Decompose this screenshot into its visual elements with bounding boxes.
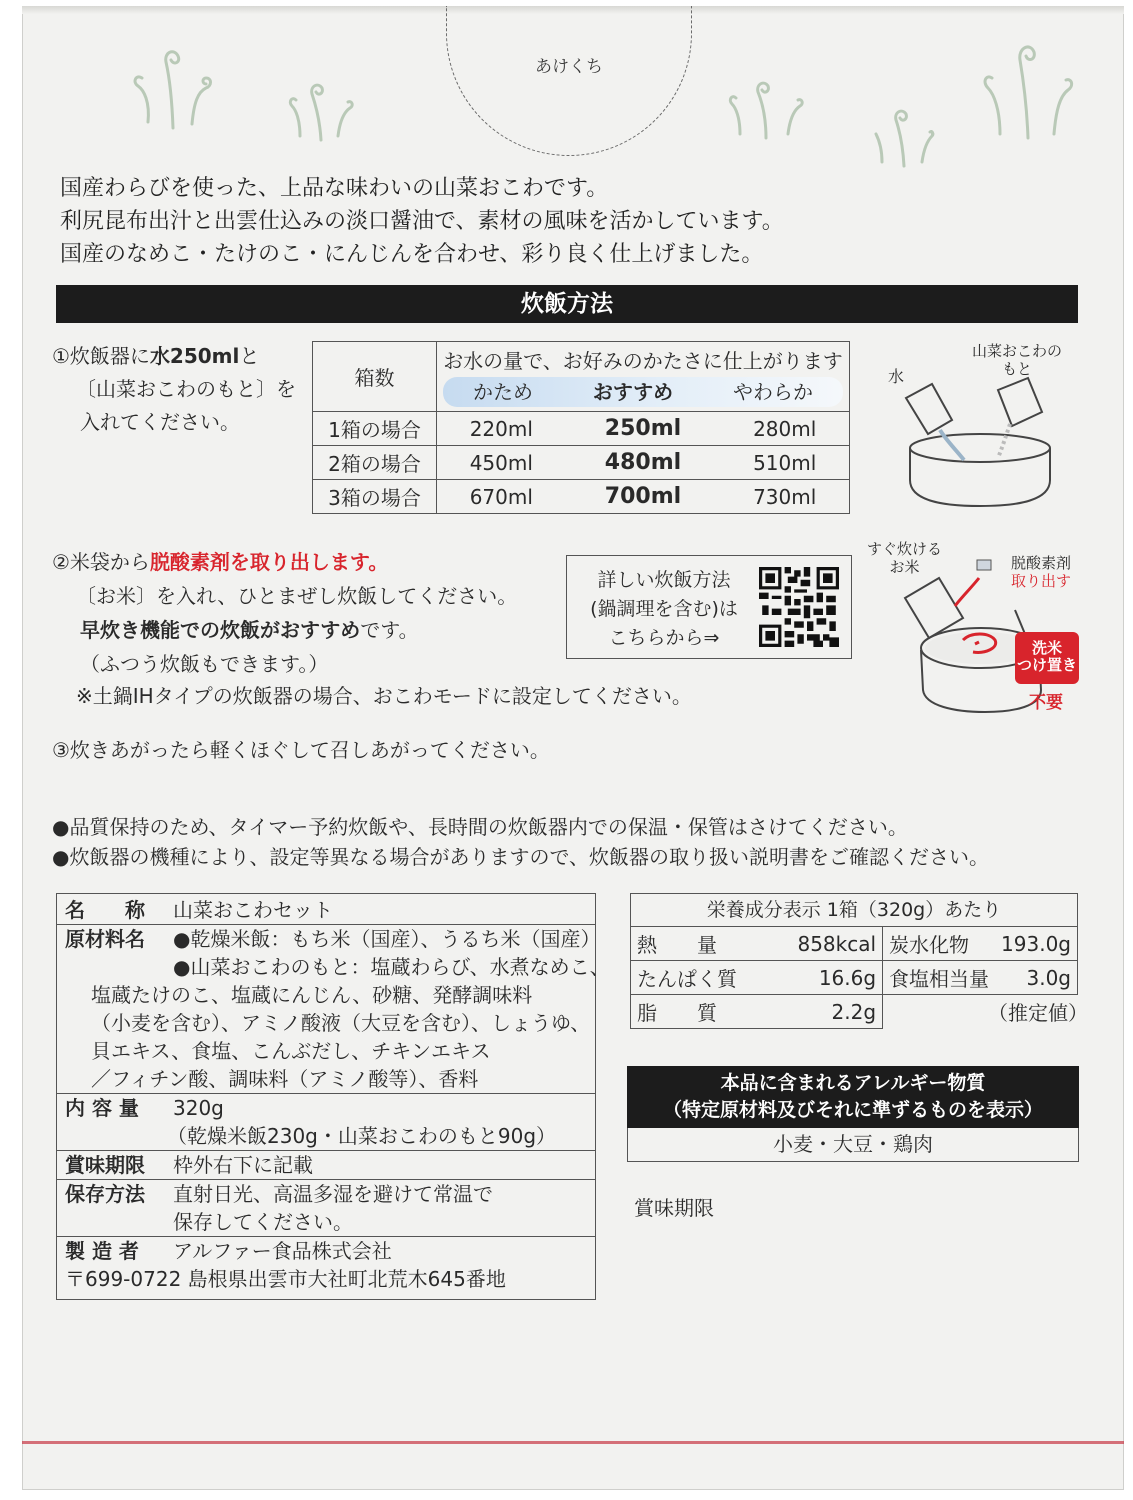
storage-line: 直射日光、高温多湿を避けて常温で (173, 1182, 493, 1206)
opening-label: あけくち (535, 57, 603, 77)
content-line: （乾燥米飯230g・山菜おこわのもと90g） (167, 1124, 557, 1148)
badge-line: 洗米 (1031, 639, 1062, 657)
row-label: 2箱の場合 (313, 446, 437, 480)
maker-address: 〒699-0722 島根県出雲市大社町北荒木645番地 (65, 1267, 506, 1291)
step1-text: と (239, 344, 260, 368)
fern-icon (872, 96, 936, 168)
qr-info-box[interactable] (566, 555, 852, 659)
cell-firm: 220ml (437, 412, 566, 446)
step-2 (52, 545, 517, 681)
col-header-boxes: 箱数 (313, 342, 437, 412)
nutrition-value: 193.0g (995, 927, 1077, 961)
rice-label-line: お米 (889, 558, 920, 576)
nutrition-title: 栄養成分表示 1箱（320g）あたり (630, 893, 1078, 927)
info-label: 内 容 量 (65, 1096, 139, 1120)
cell-recommended: 700ml (566, 480, 721, 514)
qr-code-icon[interactable] (759, 567, 839, 647)
nutrition-value: 858kcal (743, 927, 883, 961)
info-row-ingredients (65, 925, 610, 1093)
table-row (631, 961, 1078, 995)
mix-label-line: 山菜おこわの (972, 342, 1063, 360)
table-row (631, 927, 1078, 961)
ingredient-line: 塩蔵たけのこ、塩蔵にんじん、砂糖、発酵調味料 (91, 983, 533, 1007)
water-label: 水 (888, 367, 905, 386)
col-header-water (437, 342, 850, 412)
pref-soft: やわらか (733, 379, 813, 404)
fern-icon (726, 68, 806, 140)
info-row-content (65, 1094, 587, 1150)
cell-recommended: 480ml (566, 446, 721, 480)
info-row-expiry (65, 1151, 587, 1179)
table-row (313, 480, 850, 514)
fern-icon (128, 40, 218, 130)
pref-recommended: おすすめ (592, 379, 674, 404)
description-line: 国産わらびを使った、上品な味わいの山菜おこわです。 (60, 176, 609, 201)
info-row-maker (65, 1237, 587, 1265)
product-info-table (56, 893, 610, 1300)
ingredient-line: ●乾燥米飯：もち米（国産）、うるち米（国産） (173, 927, 601, 951)
nutrition-label: たんぱく質 (631, 961, 744, 995)
step2-warning: 脱酸素剤を取り出します (149, 550, 369, 574)
description-line: 国産のなめこ・たけのこ・にんじんを合わせ、彩り良く仕上げました。 (60, 242, 764, 267)
donabe-note: ※土鍋IHタイプの炊飯器の場合、おこわモードに設定してください。 (76, 684, 692, 708)
ingredient-line: 貝エキス、食塩、こんぶだし、チキンエキス (91, 1039, 491, 1063)
rice-label-line: すぐ炊ける (867, 540, 943, 558)
info-value: 枠外右下に記載 (173, 1153, 313, 1177)
qr-caption-line: (鍋調理を含む)は (590, 598, 738, 620)
qr-caption-line: 詳しい炊飯方法 (597, 569, 731, 591)
cell-firm: 670ml (437, 480, 566, 514)
water-header-text: お水の量で、お好みのかたさに仕上がります (443, 348, 843, 373)
info-label: 製 造 者 (65, 1239, 139, 1263)
nutrition-label: 熱 量 (631, 927, 744, 961)
qr-caption-line: こちらから⇒ (608, 627, 720, 649)
allergen-title-line: （特定原材料及びそれに準ずるものを表示） (662, 1099, 1043, 1121)
water-amount-table (312, 341, 850, 514)
step2-recommend: 早炊き機能での炊飯がおすすめ (80, 618, 361, 642)
pour-illustration (880, 340, 1080, 514)
step1-text: ①炊飯器に (52, 344, 150, 368)
expiry-date-label: 賞味期限 (634, 1196, 714, 1220)
rice-label (867, 540, 942, 576)
nutrition-label: 食塩相当量 (883, 961, 996, 995)
ingredient-line: （小麦を含む）、アミノ酸液（大豆を含む）、しょうゆ、 (91, 1011, 591, 1035)
badge-line: つけ置き (1016, 656, 1077, 674)
info-row-storage (65, 1180, 587, 1236)
ingredient-line: ／フィチン酸、調味料（アミノ酸等）、香料 (91, 1067, 479, 1091)
content-line: 320g (173, 1096, 224, 1120)
info-label: 保存方法 (65, 1182, 145, 1206)
info-label: 名 称 (65, 898, 145, 922)
cooking-method-header: 炊飯方法 (56, 285, 1078, 323)
cell-soft: 730ml (720, 480, 849, 514)
allergen-list: 小麦・大豆・鶏肉 (627, 1128, 1079, 1162)
rice-illustration (865, 540, 1085, 724)
fern-icon (980, 30, 1076, 140)
oxygen-label (1011, 554, 1071, 590)
row-label: 1箱の場合 (313, 412, 437, 446)
allergen-header (627, 1066, 1079, 1128)
qr-caption (579, 566, 749, 653)
step1-text: 入れてください。 (80, 410, 240, 434)
cell-soft: 510ml (720, 446, 849, 480)
step2-text: 〔お米〕を入れ、ひとまぜし炊飯してください。 (76, 584, 518, 608)
info-label: 賞味期限 (65, 1153, 145, 1177)
nutrition-value: 16.6g (743, 961, 883, 995)
info-value (167, 1094, 587, 1150)
nutrition-value: 3.0g (995, 961, 1077, 995)
step-1 (52, 340, 296, 439)
ingredient-line: ●山菜おこわのもと：塩蔵わらび、水煮なめこ、 (173, 955, 610, 979)
step2-text: 。 (368, 550, 389, 574)
fern-icon (286, 72, 356, 142)
mix-label-line: もと (1002, 360, 1033, 378)
cell-firm: 450ml (437, 446, 566, 480)
step1-water-amount: 水250ml (149, 344, 240, 368)
nutrition-value: 2.2g (743, 995, 883, 1029)
nutrition-label: 脂 質 (631, 995, 744, 1029)
mix-label (972, 342, 1062, 378)
no-wash-badge (1015, 632, 1079, 684)
bottom-fold-line (22, 1441, 1124, 1444)
step-3: ③炊きあがったら軽くほぐして召しあがってください。 (52, 738, 550, 762)
info-value (173, 1180, 587, 1236)
step2-text: です。 (360, 618, 419, 642)
nutrition-estimate-note: （推定値） (988, 1001, 1088, 1025)
list-item: ●炊飯器の機種により、設定等異なる場合がありますので、炊飯器の取り扱い説明書をご確認ください。 (52, 845, 990, 869)
allergen-title-line: 本品に含まれるアレルギー物質 (720, 1072, 986, 1094)
info-row-name (65, 896, 587, 924)
caution-list (52, 812, 989, 872)
info-value: 山菜おこわセット (173, 898, 333, 922)
oxygen-label-line: 脱酸素剤 (1011, 554, 1072, 572)
table-row (313, 446, 850, 480)
info-label: 原材料名 (65, 927, 145, 951)
list-item: ●品質保持のため、タイマー予約炊飯や、長時間の炊飯器内での保温・保管はさけてください。 (52, 815, 908, 839)
pref-firm: かため (472, 379, 533, 404)
storage-line: 保存してください。 (173, 1210, 353, 1234)
not-required-label: 不要 (1029, 693, 1063, 713)
table-row (313, 412, 850, 446)
description-line: 利尻昆布出汁と出雲仕込みの淡口醤油で、素材の風味を活かしています。 (60, 209, 784, 234)
product-description (60, 172, 784, 271)
preference-scale (443, 377, 843, 407)
step2-text: ②米袋から (52, 550, 150, 574)
info-value: アルファー食品株式会社 (173, 1239, 392, 1263)
step1-text: 〔山菜おこわのもと〕を (76, 377, 296, 401)
oxygen-action: 取り出す (1011, 572, 1072, 590)
nutrition-label: 炭水化物 (883, 927, 996, 961)
step2-text: （ふつう炊飯もできます。） (80, 652, 329, 676)
cell-soft: 280ml (720, 412, 849, 446)
cell-recommended: 250ml (566, 412, 721, 446)
info-row-address (65, 1265, 587, 1293)
row-label: 3箱の場合 (313, 480, 437, 514)
